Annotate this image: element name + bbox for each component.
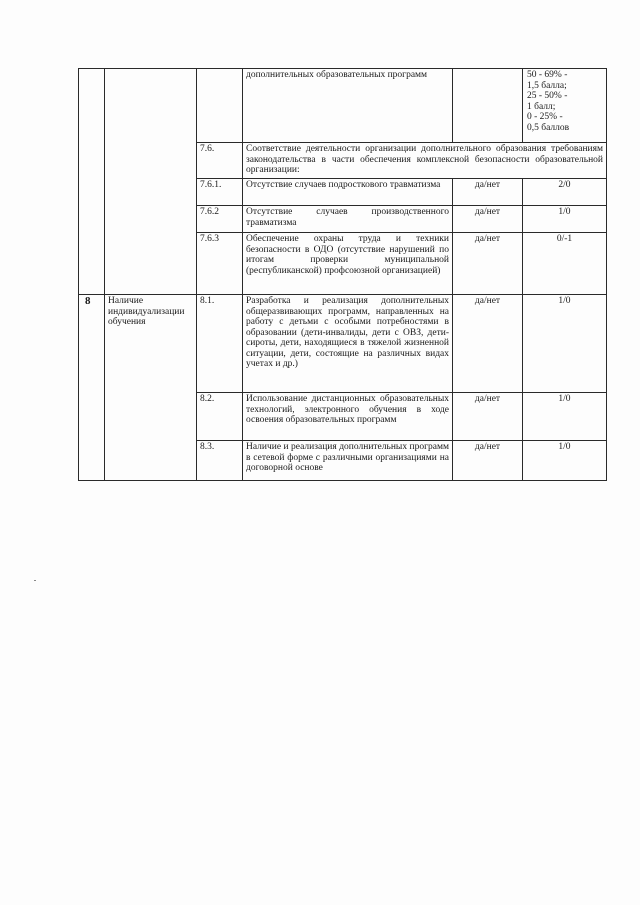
score-cell xyxy=(523,69,607,143)
description-cell: Наличие и реализация дополнительных программ в сетевой форме с различными организациями на договорной основе xyxy=(243,441,453,481)
score-line: 50 - 69% - xyxy=(527,70,568,80)
score-line: 0 - 25% - xyxy=(527,112,563,122)
description-cell: дополнительных образовательных программ xyxy=(243,69,453,143)
criteria-table xyxy=(78,68,607,481)
code-cell xyxy=(197,69,243,143)
measure-cell: да/нет xyxy=(453,441,523,481)
description-cell: Отсутствие случаев подросткового травматизма xyxy=(243,179,453,206)
code-cell: 8.1. xyxy=(197,295,243,393)
scan-speck xyxy=(34,580,36,581)
measure-cell: да/нет xyxy=(453,206,523,233)
measure-cell: да/нет xyxy=(453,233,523,295)
description-cell: Соответствие деятельности организации дополнительного образования требованиям законодательства в части обеспечения комплексной безопасности образовательной организации: xyxy=(243,143,607,179)
criterion-cell xyxy=(105,69,197,295)
score-cell: 0/-1 xyxy=(523,233,607,295)
description-cell: Разработка и реализация дополнительных общеразвивающих программ, направленных на работу с детьми с особыми потребностями в образовании (дети-инвалиды, дети с ОВЗ, дети-сироты, дети, находящиеся в тяжелой жизненной ситуации, дети, состоящие на различных видах учетах и др.) xyxy=(243,295,453,393)
code-cell: 7.6.2 xyxy=(197,206,243,233)
score-cell: 1/0 xyxy=(523,295,607,393)
score-cell: 1/0 xyxy=(523,206,607,233)
table-row xyxy=(79,69,607,143)
code-cell: 7.6.3 xyxy=(197,233,243,295)
code-cell: 8.2. xyxy=(197,393,243,441)
score-line: 1,5 балла; xyxy=(527,80,567,91)
description-cell: Обеспечение охраны труда и техники безопасности в ОДО (отсутствие нарушений по итогам проверки муниципальной (республиканской) профсоюзной организацией) xyxy=(243,233,453,295)
score-cell: 1/0 xyxy=(523,393,607,441)
table-row xyxy=(79,295,607,393)
score-cell: 2/0 xyxy=(523,179,607,206)
description-cell: Отсутствие случаев производственного травматизма xyxy=(243,206,453,233)
code-cell: 7.6.1. xyxy=(197,179,243,206)
score-line: 0,5 баллов xyxy=(527,122,570,133)
measure-cell: да/нет xyxy=(453,179,523,206)
score-cell: 1/0 xyxy=(523,441,607,481)
criterion-title: Наличие индивидуализации обучения xyxy=(105,295,197,481)
measure-cell: да/нет xyxy=(453,393,523,441)
section-number: 8 xyxy=(79,295,105,481)
score-line: 25 - 50% - xyxy=(527,91,568,101)
section-number-cell xyxy=(79,69,105,295)
code-cell: 7.6. xyxy=(197,143,243,179)
measure-cell xyxy=(453,69,523,143)
description-cell: Использование дистанционных образовательных технологий, электронного обучения в ходе освоения образовательных программ xyxy=(243,393,453,441)
code-cell: 8.3. xyxy=(197,441,243,481)
measure-cell: да/нет xyxy=(453,295,523,393)
score-line: 1 балл; xyxy=(527,101,556,112)
